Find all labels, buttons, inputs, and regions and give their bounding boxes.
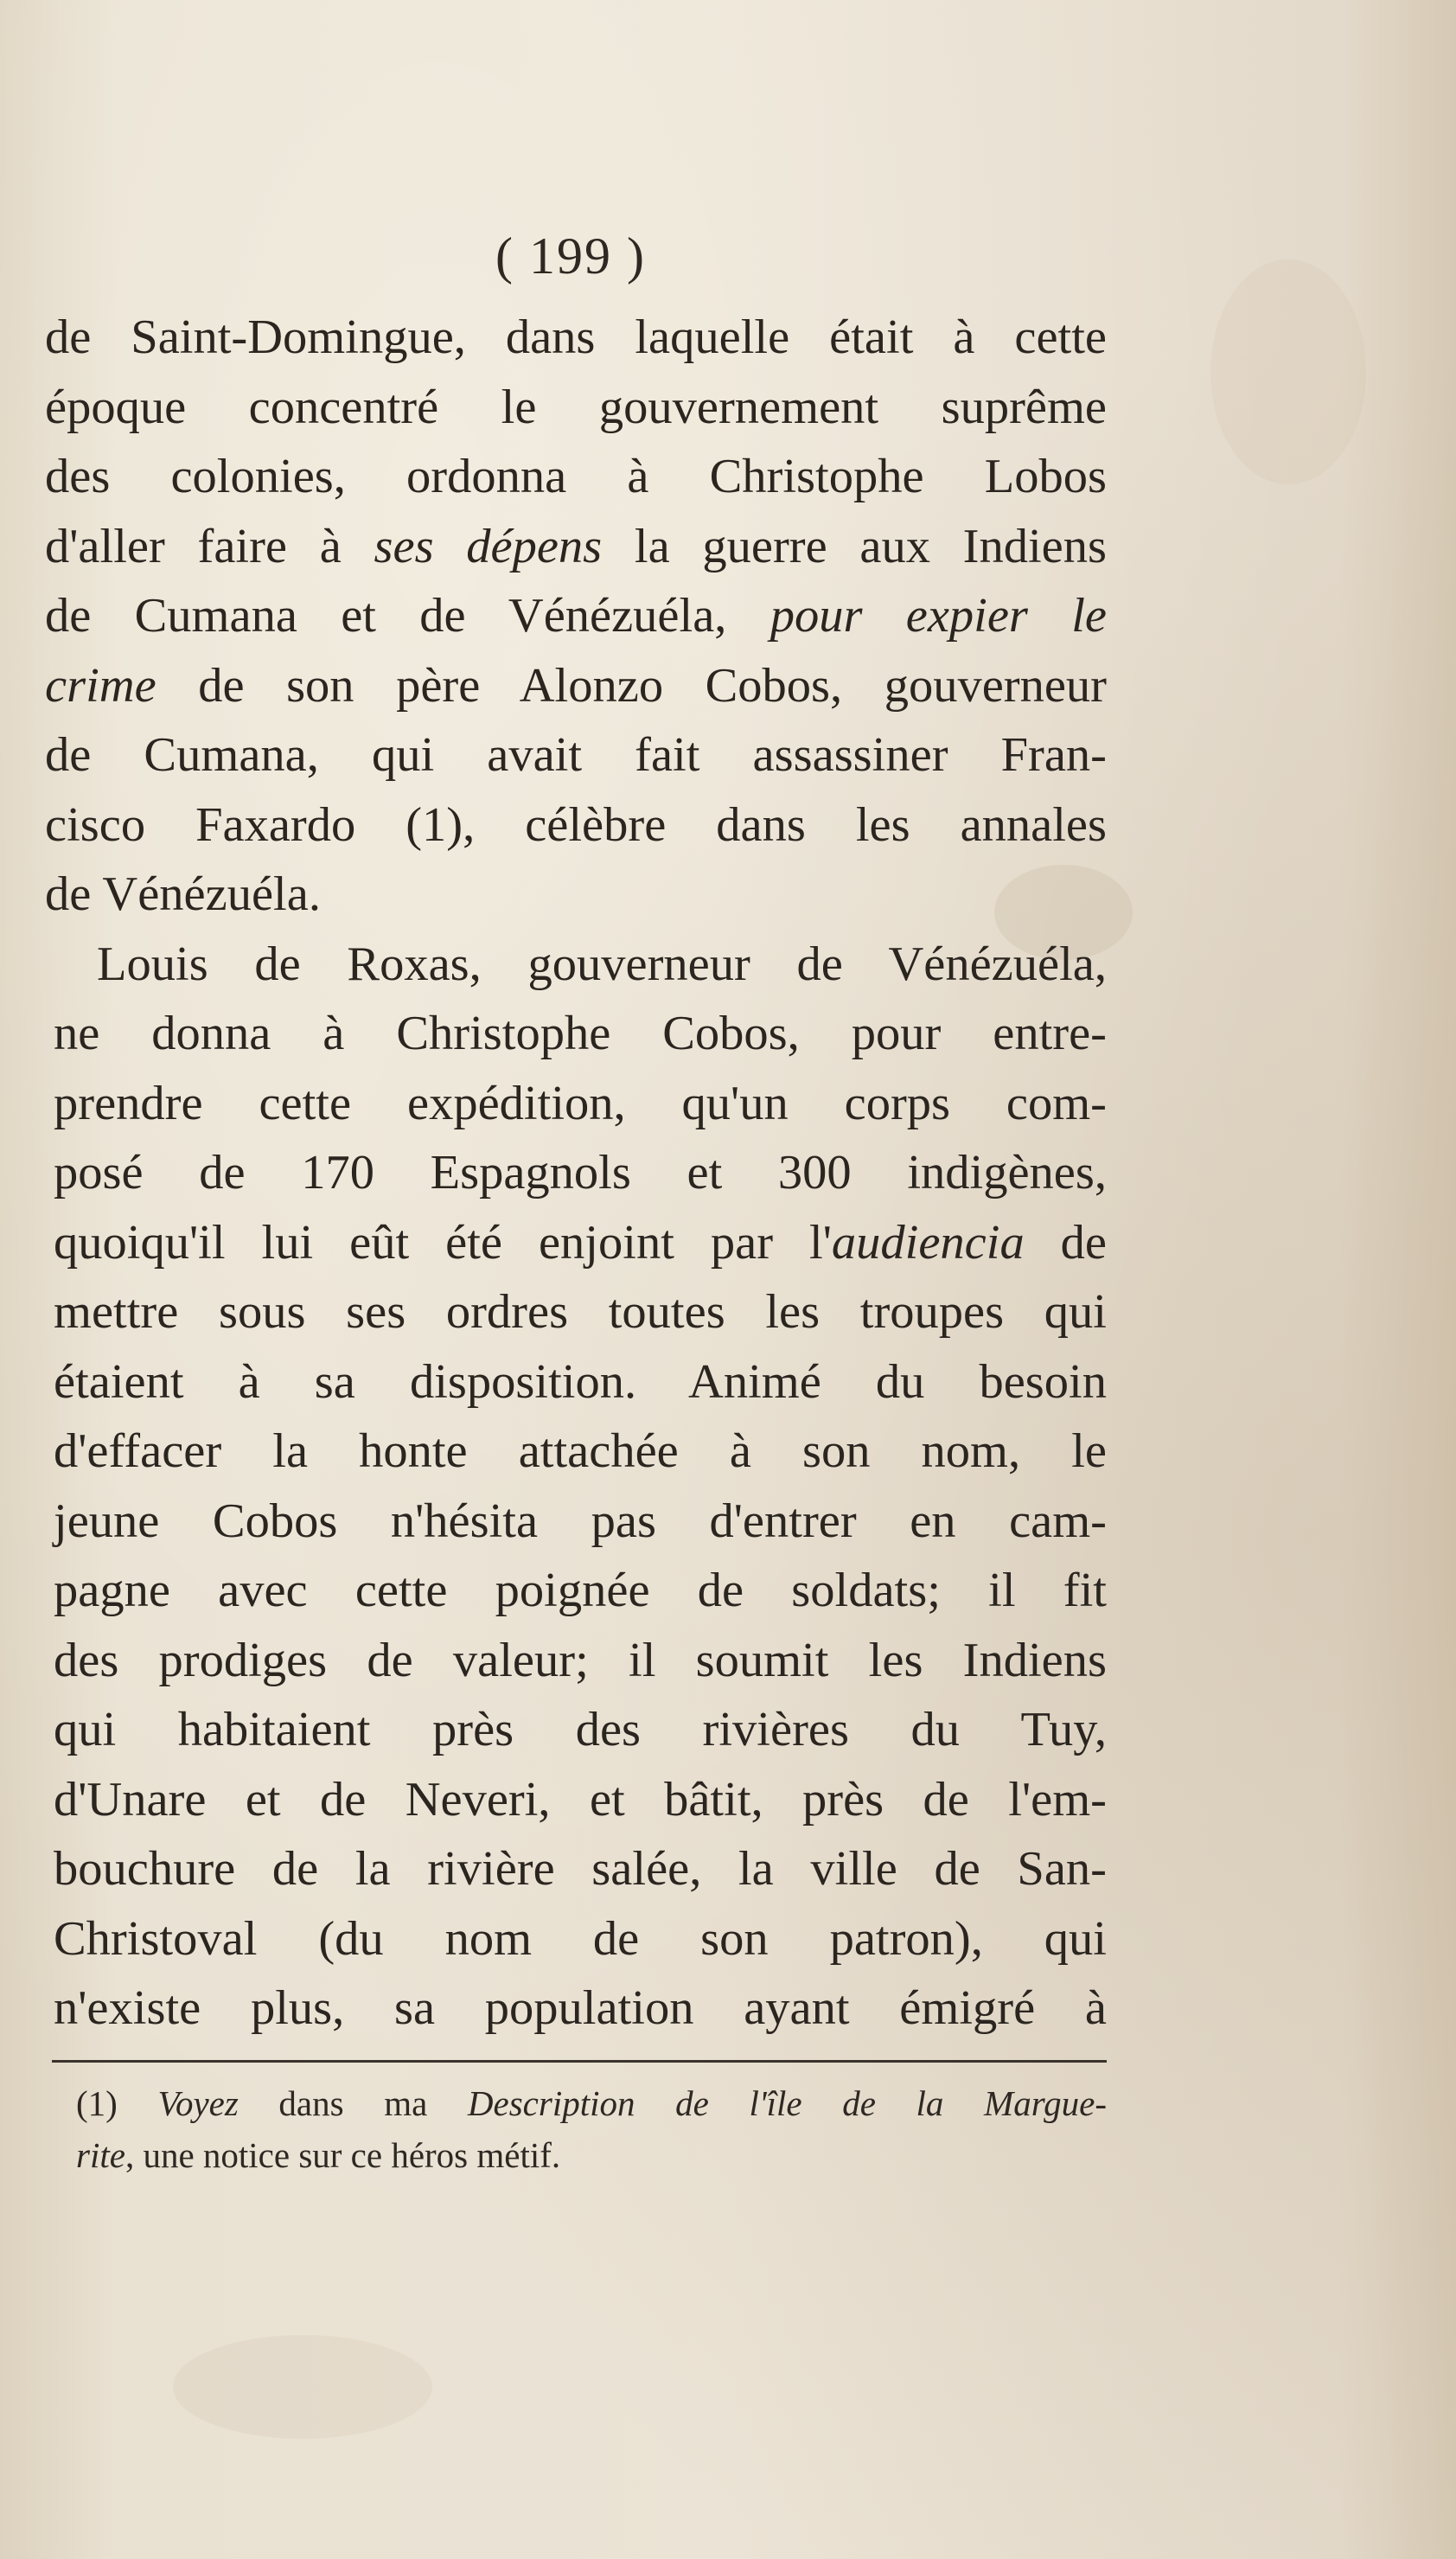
paper-stain — [1210, 259, 1366, 484]
footnote-line: rite, une notice sur ce héros métif. — [76, 2135, 561, 2175]
footnote-divider — [52, 2060, 1107, 2063]
body-text — [45, 303, 1107, 2044]
text-line: cisco Faxardo (1), célèbre dans les annales — [45, 797, 1107, 852]
text-line: d'effacer la honte attachée à son nom, le — [54, 1424, 1107, 1478]
page-number: ( 199 ) — [495, 227, 646, 285]
text-line: Louis de Roxas, gouverneur de Vénézuéla, — [97, 937, 1107, 991]
footnote-line: (1) Voyez dans ma Description de l'île de la Margue- — [76, 2083, 1107, 2123]
text-line: qui habitaient près des rivières du Tuy, — [54, 1703, 1107, 1756]
text-line: crime de son père Alonzo Cobos, gouverneur — [45, 658, 1107, 713]
italic-text: rite — [76, 2135, 125, 2175]
text-line: Christoval (du nom de son patron), qui — [54, 1911, 1107, 1966]
italic-text: Description de l'île de la Margue- — [467, 2083, 1107, 2123]
italic-text: audiencia — [831, 1215, 1025, 1270]
italic-text: pour expier le — [770, 589, 1107, 643]
text-line: époque concentré le gouvernement suprême — [45, 380, 1107, 434]
italic-text: crime — [45, 658, 156, 713]
text-line: de Saint-Domingue, dans laquelle était à cette — [45, 310, 1107, 364]
text-line: pagne avec cette poignée de soldats; il fit — [54, 1564, 1107, 1617]
text-line: mettre sous ses ordres toutes les troupes qui — [54, 1285, 1107, 1339]
text-line: de Cumana et de Vénézuéla, pour expier le — [45, 589, 1107, 643]
text-line: étaient à sa disposition. Animé du besoin — [54, 1354, 1107, 1409]
text-line: n'existe plus, sa population ayant émigré à — [54, 1981, 1107, 2035]
text-line: de Cumana, qui avait fait assassiner Fran- — [45, 728, 1107, 782]
text-line: quoiqu'il lui eût été enjoint par l'audiencia de — [54, 1215, 1108, 1270]
text-line: d'Unare et de Neveri, et bâtit, près de l'em- — [54, 1772, 1107, 1826]
text-line: des prodiges de valeur; il soumit les Indiens — [54, 1633, 1107, 1687]
text-line: des colonies, ordonna à Christophe Lobos — [45, 450, 1107, 503]
italic-text: ses dépens — [374, 519, 603, 573]
text-line: ne donna à Christophe Cobos, pour entre- — [54, 1007, 1107, 1060]
paper-stain — [173, 2335, 432, 2439]
text-line: prendre cette expédition, qu'un corps com- — [54, 1076, 1107, 1130]
text-line: jeune Cobos n'hésita pas d'entrer en cam- — [54, 1494, 1107, 1548]
text-line: posé de 170 Espagnols et 300 indigènes, — [54, 1146, 1107, 1200]
text-line: de Vénézuéla. — [45, 867, 321, 921]
italic-text: Voyez — [157, 2083, 239, 2123]
text-line: bouchure de la rivière salée, la ville de San- — [54, 1842, 1107, 1896]
footnote — [76, 2077, 1107, 2181]
text-line: d'aller faire à ses dépens la guerre aux Indiens — [45, 519, 1107, 573]
